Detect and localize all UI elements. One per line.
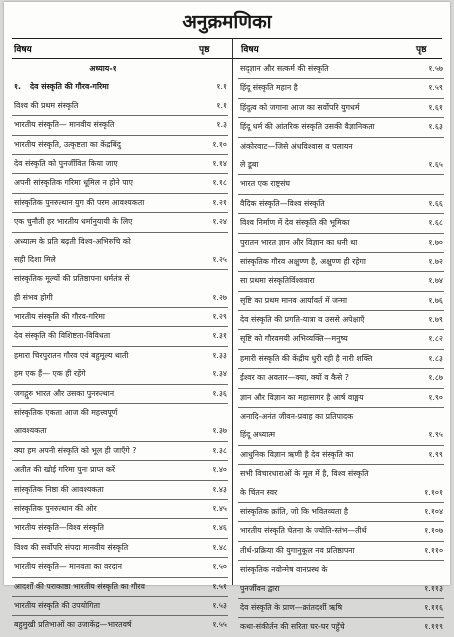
- toc-entry-title: [240, 599, 408, 617]
- toc-entry-page: १.२४: [212, 217, 227, 227]
- toc-entry-text: सृष्टि का प्रथम मानव आर्यावर्त में जन्मा: [240, 295, 348, 305]
- toc-entry: [238, 369, 444, 388]
- toc-entry-title: [14, 500, 192, 518]
- toc-entry-title: [14, 136, 192, 154]
- toc-entry-text: भारतीय संस्कृति— मानवता का वरदान: [14, 562, 122, 572]
- toc-entry: [238, 253, 444, 272]
- toc-entry-text: अध्याय-१: [89, 64, 117, 73]
- toc-entry-text: सांस्कृतिक निष्ठा की आवश्यकता: [14, 484, 104, 494]
- toc-entry-title: [240, 408, 408, 426]
- toc-entry-page: १.५०: [212, 562, 227, 572]
- toc-entry: [238, 79, 444, 98]
- toc-entry: [238, 99, 444, 118]
- toc-entry-page: १.९५: [428, 430, 443, 440]
- toc-entry-text: आधुनिक विज्ञान ऋणी है देव संस्कृति का: [240, 449, 354, 459]
- toc-entry: [238, 214, 444, 233]
- toc-entry-text: ही संभव होगी: [14, 292, 53, 302]
- toc-entry-title: [240, 542, 408, 560]
- toc-entry: [12, 308, 228, 327]
- toc-entry-text: भारत एक राष्ट्रसंघ: [240, 179, 291, 189]
- toc-entry-page: १.७४: [428, 276, 443, 286]
- toc-entry-text: हमारी संस्कृति की केंद्रीय धुरी रही है नारी शक्ति: [240, 353, 373, 363]
- toc-entry-title: [240, 79, 408, 97]
- toc-entry: [12, 251, 228, 270]
- toc-entry-text: सही दिशा मिले: [14, 254, 56, 264]
- toc-entry-title: [14, 558, 192, 576]
- toc-entry-title: [240, 118, 408, 136]
- toc-entry: [12, 155, 228, 174]
- toc-entry-page: १.९९: [428, 449, 443, 459]
- toc-entry-page: १.५९: [428, 83, 443, 93]
- toc-entry-page: १.४५: [212, 503, 227, 513]
- toc-entry-page: १.३७: [212, 426, 227, 436]
- toc-entry-text: सृष्टि को गौरवमयी अभिव्यक्ति—मनुष्य: [240, 334, 348, 344]
- toc-entry-page: १.४०: [212, 465, 227, 475]
- toc-entry-title: [14, 347, 192, 365]
- toc-entry-page: १.२१: [212, 197, 227, 207]
- toc-entry-title: [14, 289, 192, 307]
- toc-entry: [12, 481, 228, 500]
- toc-entry-page: १.४६: [212, 523, 227, 533]
- toc-entry-title: [14, 174, 192, 192]
- toc-entry-page: १.१: [216, 100, 227, 110]
- toc-entry: [238, 389, 444, 408]
- toc-entry: [238, 484, 444, 503]
- toc-entry: [238, 138, 444, 156]
- toc-entry: [12, 174, 228, 193]
- toc-entry: [238, 156, 444, 175]
- toc-entry-text: अतीत की खोई गरिमा पुनः प्राप्त करें: [14, 465, 116, 475]
- toc-entry-page: १.८७: [428, 373, 443, 383]
- toc-entry-title: [240, 175, 408, 193]
- toc-entry-title: [14, 616, 192, 634]
- toc-entry-title: [240, 465, 408, 483]
- toc-entry-title: [240, 234, 408, 252]
- toc-entry-text: भारतीय संस्कृति चेतना के ज्योति-स्तंभ—तीर्थ: [240, 526, 367, 536]
- toc-entry: [238, 118, 444, 137]
- toc-entry-text: हिंदू संस्कृति महान है: [240, 83, 298, 93]
- toc-entry-page: १.११९: [424, 622, 443, 632]
- toc-entry-text: भारतीय संस्कृति— मानवीय संस्कृति: [14, 120, 115, 130]
- toc-entry: [238, 234, 444, 253]
- toc-entry: [12, 365, 228, 384]
- toc-entry-text: विश्व निर्माण में देव संस्कृति की भूमिका: [240, 218, 350, 228]
- toc-entry-text: के चिंतन स्वर: [240, 487, 278, 497]
- toc-entry: [238, 195, 444, 214]
- right-toc-column: [238, 60, 444, 632]
- toc-entry-title: [14, 155, 192, 173]
- toc-entry-title: [240, 503, 408, 521]
- toc-entry-text: सांस्कृतिक पुनरुत्थान की ओर: [14, 503, 97, 513]
- toc-entry-title: [240, 522, 408, 540]
- toc-entry-text: सद्ज्ञान और सत्कर्म की संस्कृति: [240, 64, 329, 73]
- toc-entry-text: वैदिक संस्कृति—विश्व संस्कृति: [240, 198, 325, 208]
- toc-entry-text: बहुमुखी प्रतिभाओं का उजाकेंद्र—भारतवर्ष: [14, 620, 132, 630]
- toc-entry: [12, 213, 228, 232]
- toc-entry-text: देव संस्कृति की विशिष्टता-विविधता: [14, 331, 111, 341]
- toc-entry: [12, 116, 228, 135]
- toc-entry-title: [240, 446, 408, 464]
- title-divider: [12, 38, 442, 39]
- toc-entry-page: १.६१: [428, 102, 443, 112]
- toc-entry: [12, 233, 228, 251]
- toc-entry: [238, 503, 444, 522]
- toc-entry-text: विश्व की सर्वोपरि संपदा मानवीय संस्कृति: [14, 542, 129, 552]
- toc-entry-page: १.२७: [212, 292, 227, 302]
- toc-entry-text: देव संस्कृति को पुनर्जीवित किया जाए: [14, 158, 118, 168]
- toc-entry: [12, 60, 228, 78]
- toc-entry: [238, 446, 444, 465]
- toc-entry: [12, 347, 228, 365]
- toc-entry-page: १.११३: [424, 583, 443, 593]
- toc-entry-title: [14, 327, 192, 345]
- toc-entry: [12, 539, 228, 558]
- toc-entry-title: [240, 330, 408, 348]
- toc-entry: [12, 327, 228, 346]
- toc-entry-title: [240, 99, 408, 117]
- toc-entry-title: [14, 251, 192, 269]
- toc-entry: [12, 578, 228, 597]
- toc-entry-page: १.३८: [212, 445, 227, 455]
- toc-entry-title: [14, 385, 192, 403]
- toc-entry-title: [14, 194, 192, 212]
- toc-entry-title: [240, 618, 408, 636]
- toc-entry: [12, 97, 228, 116]
- toc-entry-title: [240, 214, 408, 232]
- toc-entry-title: [240, 60, 408, 78]
- toc-entry-text: ज्ञान और विज्ञान का महासागर है आर्ष वाङ्मय: [240, 392, 364, 402]
- toc-entry-text: सांस्कृतिक गौरव अक्षुण्ण है, अक्षुण्ण ही रहेगा: [240, 256, 366, 266]
- toc-entry-page: १.६८: [428, 218, 443, 228]
- toc-entry-title: [14, 116, 192, 134]
- toc-entry-text: आवश्यकता: [14, 426, 47, 436]
- toc-entry-text: एक चुनौती हर भारतीय धर्मानुयायी के लिए: [14, 217, 133, 227]
- toc-entry-text: हिंदुत्व को जगाना आज का सर्वोपरि युगधर्म: [240, 102, 360, 112]
- toc-entry: [238, 522, 444, 541]
- toc-entry-title: [240, 484, 408, 502]
- toc-entry-text: अनादि-अनंत जीवन-प्रवाह का प्रतिपादक: [240, 412, 354, 422]
- toc-entry: [238, 330, 444, 349]
- toc-entry-text: भारतीय संस्कृति—विश्व संस्कृति: [14, 523, 104, 533]
- toc-entry-text: देव संस्कृति की प्रगति-यात्रा व उससे अपेक्षाएँ: [240, 315, 365, 325]
- toc-entry-text: अध्यात्म के प्रति बढ़ती विश्व-अभिरुचि को: [14, 236, 131, 246]
- toc-entry-title: [240, 292, 408, 310]
- toc-entry-page: १.८२: [428, 334, 443, 344]
- toc-entry-text: सा प्रथमा संस्कृतिर्विश्ववारा: [240, 276, 315, 286]
- toc-entry-text: आदर्शों की पराकाष्ठा भारतीय संस्कृति का गौरव: [14, 581, 145, 591]
- toc-entry: [238, 465, 444, 483]
- toc-entry-page: १.५५: [212, 620, 227, 630]
- toc-entry-title: [14, 213, 192, 231]
- toc-entry-text: भारतीय संस्कृति, उत्कृष्टता का केंद्रबिंदु: [14, 139, 121, 149]
- toc-entry-page: १.४८: [212, 542, 227, 552]
- toc-entry-text: देव संस्कृति के प्राण—क्रांतदर्शी ऋषि: [240, 602, 343, 612]
- toc-entry-page: १.६६: [428, 198, 443, 208]
- toc-entry-title: [14, 461, 192, 479]
- toc-entry-title: [240, 369, 408, 387]
- toc-entry: [12, 78, 228, 96]
- toc-entry: [12, 194, 228, 213]
- toc-entry: [238, 561, 444, 579]
- toc-entry-text: तीर्थ-प्रक्रिया की युगानुकूल नव प्रतिष्ठापना: [240, 545, 355, 555]
- toc-entry: [238, 272, 444, 291]
- toc-entry-page: १.१०: [212, 139, 227, 149]
- toc-entry-page: १.१०७: [424, 526, 443, 536]
- toc-entry-page: १.३३: [212, 350, 227, 360]
- left-page-header: पृष्ठ: [199, 45, 210, 55]
- toc-entry-page: १.५१: [212, 581, 227, 591]
- toc-entry-page: १.३६: [212, 388, 227, 398]
- toc-entry-number: १.: [14, 82, 22, 92]
- toc-entry: [12, 136, 228, 155]
- toc-entry-text: सांस्कृतिक पुनरुत्थान युग की परम आवश्यकता: [14, 197, 145, 207]
- toc-entry-page: १.१८: [212, 178, 227, 188]
- toc-entry-page: १.१४: [212, 158, 227, 168]
- toc-entry-title: [14, 422, 192, 440]
- toc-entry-text: अपनी सांस्कृतिक गरिमा धूमिल न होने पाए: [14, 178, 133, 188]
- toc-entry-page: १.४३: [212, 484, 227, 494]
- toc-entry: [12, 558, 228, 577]
- toc-entry-text: सांस्कृतिक क्रांति, जो कि भवितव्यता है: [240, 506, 348, 516]
- toc-entry-title: [14, 233, 192, 251]
- toc-entry-page: १.२५: [212, 254, 227, 264]
- toc-entry: [238, 426, 444, 445]
- toc-entry: [238, 350, 444, 369]
- toc-entry-title: [14, 365, 192, 383]
- left-subject-header: विषय: [14, 45, 32, 55]
- toc-entry-title: [14, 60, 192, 78]
- toc-entry-text: क्या हम अपनी संस्कृति को भूल ही जाएँगे ?: [14, 445, 137, 455]
- toc-entry-text: हिंदू अध्यात्म: [240, 430, 276, 440]
- toc-entry-page: १.७०: [428, 237, 443, 247]
- toc-entry-text: सभी विचारधाराओं के मूल में है, विश्व संस्कृति: [240, 469, 369, 479]
- toc-entry-title: [14, 578, 192, 596]
- toc-entry-page: १.५७: [428, 64, 443, 73]
- toc-entry-title: [14, 481, 192, 499]
- toc-entry: [12, 519, 228, 538]
- toc-entry-page: १.९०: [428, 392, 443, 402]
- toc-entry-page: १.६३: [428, 122, 443, 132]
- toc-entry-title: [240, 156, 408, 174]
- toc-entry-title: [14, 519, 192, 537]
- toc-entry-page: १.७६: [428, 295, 443, 305]
- toc-entry-text: देव संस्कृति की गौरव-गरिमा: [30, 82, 109, 92]
- toc-entry: [238, 60, 444, 79]
- toc-entry-title: [14, 270, 192, 288]
- toc-entry: [238, 618, 444, 636]
- toc-entry-title: [240, 561, 408, 579]
- toc-entry-page: १.३४: [212, 369, 227, 379]
- page-title: अनुक्रमणिका: [182, 11, 272, 33]
- toc-entry: [12, 422, 228, 441]
- toc-entry-title: [14, 539, 192, 557]
- toc-entry: [12, 404, 228, 422]
- toc-entry: [12, 500, 228, 519]
- toc-entry-text: ले डूबा: [240, 159, 259, 169]
- toc-entry: [238, 311, 444, 330]
- toc-entry-title: [240, 138, 408, 156]
- column-divider: [232, 38, 233, 585]
- header-divider: [12, 58, 442, 59]
- right-subject-header: विषय: [241, 45, 259, 55]
- toc-entry-title: [14, 404, 192, 422]
- toc-entry-title: [240, 350, 408, 368]
- toc-entry-title: [240, 272, 408, 290]
- toc-entry-text: भारतीय संस्कृति की गौरव-गरिमा: [14, 312, 105, 322]
- toc-entry-page: १.१०१: [424, 487, 443, 497]
- toc-entry-title: [240, 253, 408, 271]
- toc-entry-title: [14, 308, 192, 326]
- toc-entry: [12, 270, 228, 288]
- toc-entry-title: [240, 195, 408, 213]
- toc-entry-text: भारतीय संस्कृति की उपयोगिता: [14, 600, 100, 610]
- toc-entry-text: सांस्कृतिक एकता आज की महत्त्वपूर्ण: [14, 408, 118, 418]
- toc-entry-page: १.३: [216, 120, 227, 130]
- toc-entry-text: हम एक हैं— एक ही रहेंगे: [14, 369, 86, 379]
- toc-entry: [238, 580, 444, 599]
- toc-entry-title: [14, 97, 192, 115]
- toc-entry: [12, 616, 228, 634]
- toc-entry: [238, 175, 444, 194]
- toc-entry: [12, 289, 228, 308]
- toc-entry-title: [240, 389, 408, 407]
- toc-entry-title: [14, 597, 192, 615]
- toc-entry-text: सांस्कृतिक नवोन्मेष वानप्रस्थ के: [240, 565, 328, 575]
- toc-entry-page: १.३१: [212, 331, 227, 341]
- toc-entry-title: [240, 580, 408, 598]
- toc-entry-text: विश्व की प्रथम संस्कृति: [14, 100, 79, 110]
- toc-entry-page: १.७९: [428, 315, 443, 325]
- toc-entry-title: [240, 311, 408, 329]
- toc-entry-page: १.११६: [424, 602, 443, 612]
- toc-entry-title: [14, 78, 192, 96]
- toc-entry-text: अंकोरवाट—जिसे अंधविश्वास व पलायन: [240, 141, 353, 151]
- toc-entry: [238, 599, 444, 618]
- toc-entry-text: हमारा चिरपुरातन गौरव एवं बहुमूल्य थाती: [14, 350, 129, 360]
- toc-entry: [238, 542, 444, 561]
- toc-entry: [12, 461, 228, 480]
- toc-entry-page: १.११०: [424, 545, 443, 555]
- toc-entry-text: ईश्वर का अवतार—क्या, क्यों व कैसे ?: [240, 373, 349, 383]
- document-page: [4, 2, 450, 632]
- toc-entry: [238, 292, 444, 311]
- toc-entry: [12, 385, 228, 404]
- toc-entry-page: १.१: [216, 82, 227, 92]
- toc-entry: [12, 597, 228, 616]
- right-page-header: पृष्ठ: [416, 45, 427, 55]
- toc-entry-page: १.५३: [212, 600, 227, 610]
- toc-entry-title: [14, 442, 192, 460]
- toc-entry-page: १.८३: [428, 353, 443, 363]
- toc-entry-text: जगद्गुरु भारत और उसका पुनरुत्थान: [14, 388, 115, 398]
- toc-entry-page: १.६५: [428, 159, 443, 169]
- toc-entry-page: १.७२: [428, 256, 443, 266]
- toc-entry: [12, 442, 228, 461]
- left-toc-column: [12, 60, 228, 630]
- toc-entry-page: १.१०४: [424, 506, 443, 516]
- toc-entry-page: १.२९: [212, 312, 227, 322]
- toc-entry-text: पुनर्जीवन द्वारा: [240, 583, 280, 593]
- toc-entry-title: [240, 426, 408, 444]
- toc-entry-text: सांस्कृतिक मूल्यों की प्रतिष्ठापना धर्मतंत्र से: [14, 274, 130, 284]
- toc-entry: [238, 408, 444, 426]
- toc-entry-text: कथा-संकीर्तन की सरिता घर-घर पहुँचे: [240, 622, 345, 632]
- toc-entry-text: हिंदू धर्म की आंतरिक संस्कृति उसकी वैज्ञानिकता: [240, 122, 375, 132]
- toc-entry-text: पुरातन भारत ज्ञान और विज्ञान का धनी था: [240, 237, 358, 247]
